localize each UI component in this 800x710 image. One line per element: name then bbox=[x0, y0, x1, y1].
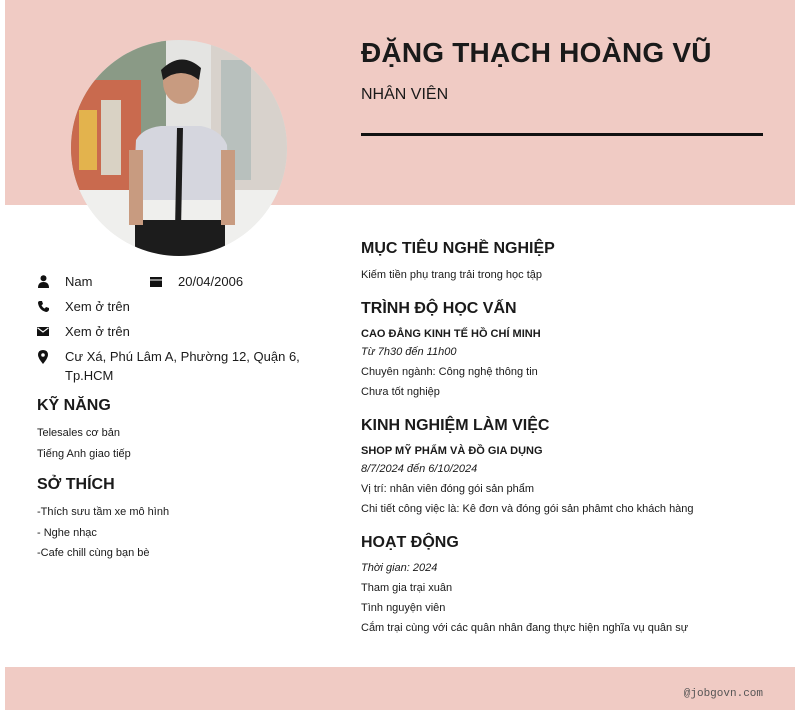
experience-role: Vị trí: nhân viên đóng gói sản phẩm bbox=[361, 483, 535, 495]
candidate-position: NHÂN VIÊN bbox=[361, 86, 449, 103]
education-section bbox=[361, 300, 781, 402]
left-column bbox=[37, 272, 307, 564]
hobby-item: -Cafe chill cùng bạn bè bbox=[37, 547, 150, 559]
dob-value: 20/04/2006 bbox=[178, 274, 244, 289]
mail-icon bbox=[37, 322, 49, 341]
skill-item: Telesales cơ bản bbox=[37, 427, 121, 439]
activities-title: HOẠT ĐỘNG bbox=[361, 534, 459, 551]
experience-company: SHOP MỸ PHẨM VÀ ĐỒ GIA DỤNG bbox=[361, 445, 543, 457]
experience-period: 8/7/2024 đến 6/10/2024 bbox=[361, 463, 478, 475]
education-school: CAO ĐẲNG KINH TẾ HỒ CHÍ MINH bbox=[361, 328, 541, 340]
candidate-name: ĐẶNG THẠCH HOÀNG VŨ bbox=[361, 37, 712, 68]
objective-section bbox=[361, 240, 781, 285]
activity-item: Tham gia trại xuân bbox=[361, 582, 453, 594]
email-row bbox=[37, 322, 307, 341]
education-title: TRÌNH ĐỘ HỌC VẤN bbox=[361, 300, 517, 317]
activities-section bbox=[361, 534, 781, 638]
activity-item: Cắm trại cùng với các quân nhân đang thực hiện nghĩa vụ quân sự bbox=[361, 622, 689, 634]
education-major: Chuyên ngành: Công nghệ thông tin bbox=[361, 366, 538, 378]
phone-icon bbox=[37, 297, 49, 316]
experience-section bbox=[361, 417, 781, 519]
skill-item: Tiếng Anh giao tiếp bbox=[37, 447, 131, 460]
education-time: Từ 7h30 đến 11h00 bbox=[361, 346, 457, 358]
profile-photo bbox=[71, 40, 287, 256]
email-value: Xem ở trên bbox=[65, 324, 130, 339]
activities-time: Thời gian: 2024 bbox=[361, 562, 438, 574]
objective-title: MỤC TIÊU NGHỀ NGHIỆP bbox=[361, 240, 555, 257]
education-status: Chưa tốt nghiệp bbox=[361, 386, 440, 398]
footer-watermark: @jobgovn.com bbox=[683, 688, 763, 700]
calendar-icon bbox=[150, 272, 162, 291]
footer-band bbox=[5, 667, 795, 710]
activity-item: Tình nguyện viên bbox=[361, 602, 446, 614]
experience-details: Chi tiết công việc là: Kê đơn và đóng gói sản phâmt cho khách hàng bbox=[361, 503, 694, 515]
gender-dob-row bbox=[37, 272, 307, 291]
location-pin-icon bbox=[37, 347, 49, 366]
profile-photo-image bbox=[71, 40, 287, 256]
gender-value: Nam bbox=[65, 274, 93, 289]
hobby-item: -Thích sưu tầm xe mô hình bbox=[37, 506, 170, 518]
address-value: Cư Xá, Phú Lâm A, Phường 12, Quận 6, Tp.HCM bbox=[65, 349, 300, 383]
right-column bbox=[361, 240, 781, 653]
header-divider bbox=[361, 133, 763, 136]
skills-title: KỸ NĂNG bbox=[37, 397, 111, 414]
experience-title: KINH NGHIỆM LÀM VIỆC bbox=[361, 417, 550, 434]
address-row bbox=[37, 347, 307, 385]
hobby-item: - Nghe nhạc bbox=[37, 526, 97, 539]
hobbies-title: SỞ THÍCH bbox=[37, 476, 115, 493]
phone-row bbox=[37, 297, 307, 316]
objective-text: Kiếm tiền phụ trang trải trong học tập bbox=[361, 269, 542, 281]
user-icon bbox=[37, 272, 49, 291]
phone-value: Xem ở trên bbox=[65, 299, 130, 314]
